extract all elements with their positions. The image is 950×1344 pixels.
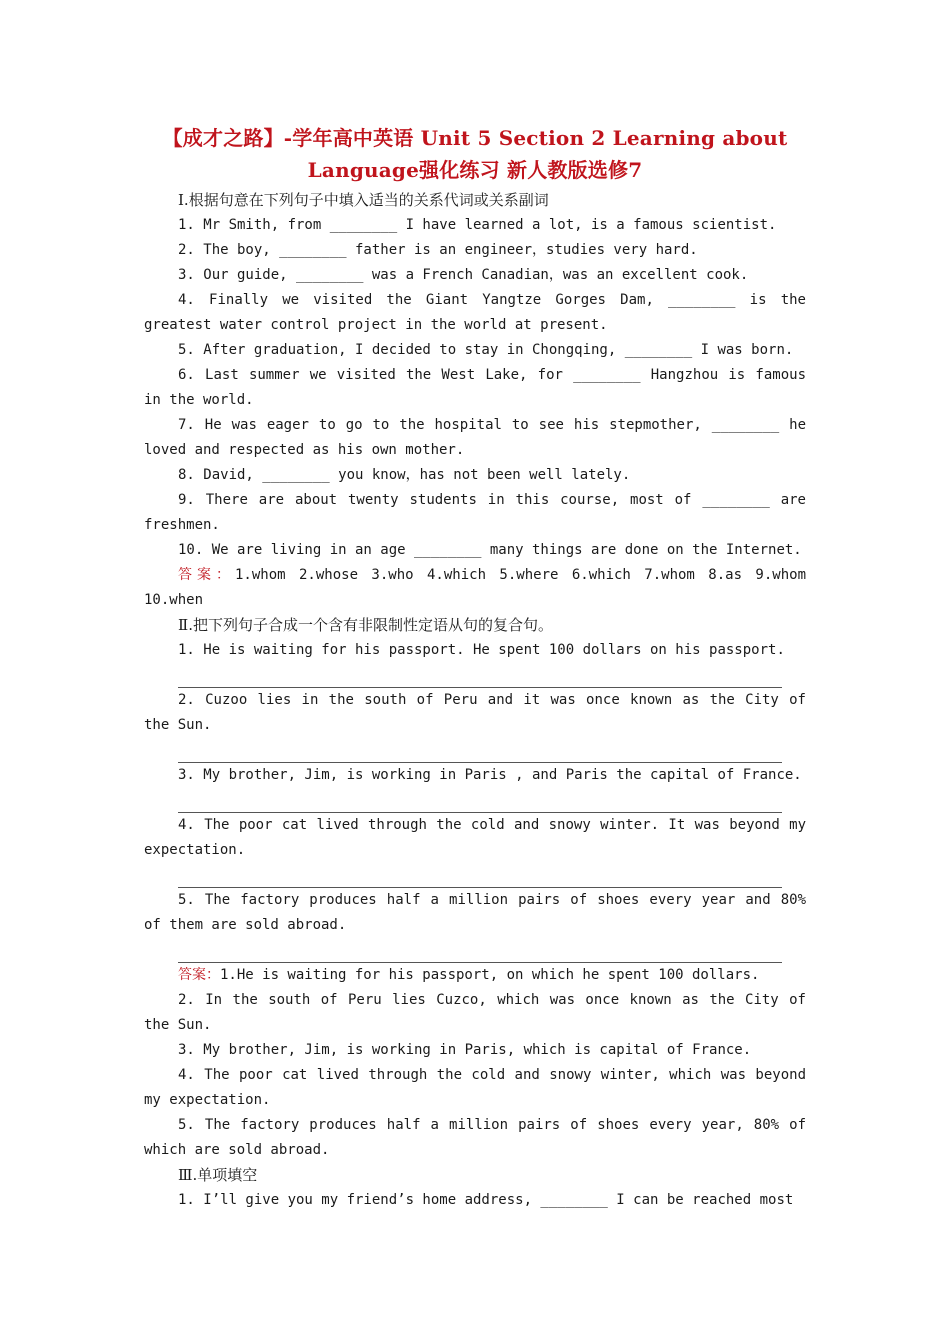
section-3-heading: Ⅲ.单项填空: [178, 1166, 258, 1184]
section-2-item-4: 4. The poor cat lived through the cold and snowy winter. It was beyond my expectation.: [144, 817, 806, 858]
section-2-answer-2: 2. In the south of Peru lies Cuzco, which was once known as the City of the Sun.: [144, 992, 806, 1033]
answer-label: 答案：: [178, 967, 220, 983]
section-2-answer-1: [144, 963, 806, 988]
answer-blank-line: [178, 738, 782, 763]
section-1-item-3: 3. Our guide, ________ was a French Canadian，was an excellent cook.: [178, 267, 749, 283]
answer-blank-line: [178, 788, 782, 813]
section-1-item-2: 2. The boy, ________ father is an engineer，studies very hard.: [178, 242, 698, 258]
worksheet-page: [144, 122, 806, 1213]
section-1-item-1: 1. Mr Smith, from ________ I have learned a lot, is a famous scientist.: [178, 217, 777, 233]
section-1-item-5: 5. After graduation, I decided to stay in Chongqing, ________ I was born.: [178, 342, 794, 358]
answer-blank-line: [178, 663, 782, 688]
title-line-2: Language强化练习 新人教版选修7: [307, 158, 643, 182]
answer-blank-line: [178, 938, 782, 963]
section-2-answer-5: 5. The factory produces half a million pairs of shoes every year, 80% of which are sold abroad.: [144, 1117, 806, 1158]
section-2-answer-text-1: 1.He is waiting for his passport, on which he spent 100 dollars.: [220, 967, 760, 983]
section-1-item-4: 4. Finally we visited the Giant Yangtze Gorges Dam, ________ is the greatest water control project in the world at present.: [144, 292, 806, 333]
section-1-item-7: 7. He was eager to go to the hospital to see his stepmother, ________ he loved and respected as his own mother.: [144, 417, 806, 458]
section-1-item-9: 9. There are about twenty students in this course, most of ________ are freshmen.: [144, 492, 806, 533]
section-1-item-6: 6. Last summer we visited the West Lake, for ________ Hangzhou is famous in the world.: [144, 367, 806, 408]
section-2-answer-4: 4. The poor cat lived through the cold and snowy winter, which was beyond my expectation.: [144, 1067, 806, 1108]
section-3-item-1: 1. I’ll give you my friend’s home address, ________ I can be reached most: [178, 1192, 794, 1208]
section-1-heading: Ⅰ.根据句意在下列句子中填入适当的关系代词或关系副词: [178, 191, 549, 209]
title-line-1: 【成才之路】-学年高中英语 Unit 5 Section 2 Learning about: [162, 126, 788, 150]
answer-blank-line: [178, 863, 782, 888]
section-2-item-2: 2. Cuzoo lies in the south of Peru and it was once known as the City of the Sun.: [144, 692, 806, 733]
section-2-item-5: 5. The factory produces half a million pairs of shoes every year and 80% of them are sold abroad.: [144, 892, 806, 933]
answer-label: 答案：: [178, 567, 235, 583]
section-1-answer: [144, 563, 806, 613]
document-title: [144, 122, 806, 186]
section-2-item-3: 3. My brother, Jim, is working in Paris , and Paris the capital of France.: [178, 767, 802, 783]
section-1-answer-text: 1.whom 2.whose 3.who 4.which 5.where 6.which 7.whom 8.as 9.whom 10.when: [144, 567, 806, 608]
section-1-item-8: 8. David, ________ you know，has not been well lately.: [178, 467, 631, 483]
section-2-heading: Ⅱ.把下列句子合成一个含有非限制性定语从句的复合句。: [178, 616, 553, 634]
section-1-item-10: 10. We are living in an age ________ many things are done on the Internet.: [178, 542, 802, 558]
section-2-answer-3: 3. My brother, Jim, is working in Paris, which is capital of France.: [178, 1042, 752, 1058]
section-2-item-1: 1. He is waiting for his passport. He spent 100 dollars on his passport.: [178, 642, 785, 658]
